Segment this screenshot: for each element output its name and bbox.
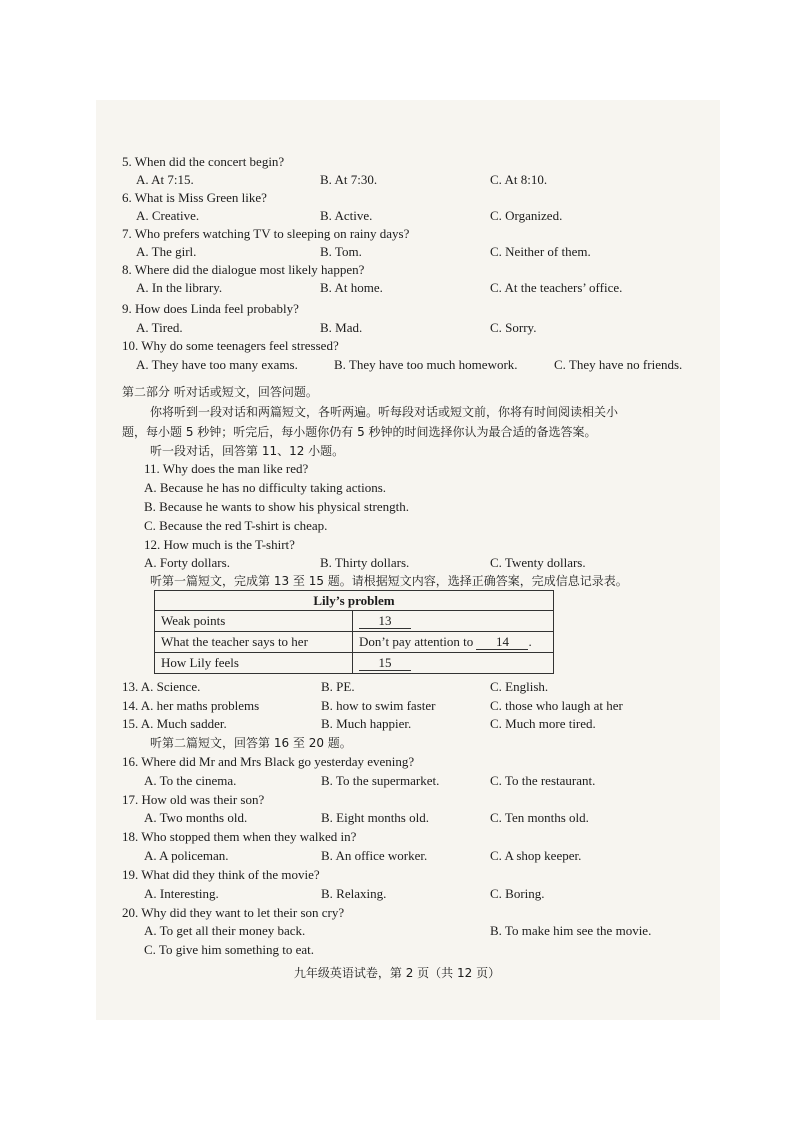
- page-footer: 九年级英语试卷，第 2 页（共 12 页）: [293, 966, 501, 980]
- part-2-heading: 第二部分 听对话或短文，回答问题。: [122, 385, 318, 399]
- question-18-options: [144, 848, 704, 864]
- option-b: B. To the supermarket.: [321, 773, 440, 788]
- option-a: A. Because he has no difficulty taking actions.: [144, 480, 387, 495]
- option-c: C. Neither of them.: [490, 244, 591, 259]
- option-a: A. A policeman.: [144, 848, 229, 863]
- option-b: B. Mad.: [320, 320, 363, 335]
- option-c: C. Sorry.: [490, 320, 537, 335]
- option-b: B. To make him see the movie.: [490, 923, 652, 938]
- option-b: B. Active.: [320, 208, 373, 223]
- table-title: Lily’s problem: [155, 591, 554, 611]
- option-c: C. Twenty dollars.: [490, 555, 586, 570]
- question-text: 6. What is Miss Green like?: [122, 190, 267, 205]
- option-b: B. Because he wants to show his physical strength.: [144, 499, 410, 514]
- instruction-line-2: 题，每小题 5 秒钟；听完后，每小题你仍有 5 秒钟的时间选择你认为最合适的备选答案。: [122, 425, 597, 439]
- option-b: B. They have too much homework.: [334, 357, 518, 372]
- option-c: C. At 8:10.: [490, 172, 548, 187]
- option-b: B. how to swim faster: [321, 698, 436, 713]
- option-c: C. Boring.: [490, 886, 545, 901]
- question-with-option-a: 15. A. Much sadder.: [122, 716, 227, 731]
- option-c: C. those who laugh at her: [490, 698, 623, 713]
- question-with-option-a: 13. A. Science.: [122, 679, 201, 694]
- question-17-options: [144, 810, 704, 826]
- row-label: Weak points: [155, 611, 353, 632]
- option-c: C. A shop keeper.: [490, 848, 582, 863]
- value-prefix: Don’t pay attention to: [359, 634, 477, 649]
- question-6-options: [136, 208, 736, 224]
- question-text: 5. When did the concert begin?: [122, 154, 285, 169]
- question-text: 17. How old was their son?: [122, 792, 265, 807]
- answer-blank-15[interactable]: 15: [359, 656, 411, 671]
- table-row: [155, 653, 554, 674]
- question-19-options: [144, 886, 704, 902]
- option-a: A. To the cinema.: [144, 773, 237, 788]
- dialogue-intro: 听一段对话，回答第 11、12 小题。: [150, 444, 345, 458]
- row-value: [353, 611, 554, 632]
- option-c: C. They have no friends.: [554, 357, 683, 372]
- question-12-options: [144, 555, 704, 571]
- row-value: [353, 632, 554, 653]
- question-15: [122, 716, 722, 732]
- option-a: A. The girl.: [136, 244, 197, 259]
- instruction-line-1: 你将听到一段对话和两篇短文，各听两遍。听每段对话或短文前，你将有时间阅读相关小: [150, 405, 619, 419]
- option-b: B. Much happier.: [321, 716, 412, 731]
- option-a: A. They have too many exams.: [136, 357, 298, 372]
- option-a: A. Interesting.: [144, 886, 219, 901]
- option-b: B. Eight months old.: [321, 810, 429, 825]
- question-text: 11. Why does the man like red?: [144, 461, 309, 476]
- row-label: How Lily feels: [155, 653, 353, 674]
- answer-blank-13[interactable]: 13: [359, 614, 411, 629]
- passage-1-intro: 听第一篇短文，完成第 13 至 15 题。请根据短文内容，选择正确答案，完成信息记录表。: [150, 574, 628, 588]
- question-text: 10. Why do some teenagers feel stressed?: [122, 338, 339, 353]
- answer-blank-14[interactable]: 14: [476, 635, 528, 650]
- lily-problem-table: [154, 590, 554, 674]
- option-b: B. PE.: [321, 679, 355, 694]
- option-c: C. Because the red T-shirt is cheap.: [144, 518, 328, 533]
- row-label: What the teacher says to her: [155, 632, 353, 653]
- option-a: A. Creative.: [136, 208, 200, 223]
- question-text: 16. Where did Mr and Mrs Black go yesterday evening?: [122, 754, 415, 769]
- option-b: B. Relaxing.: [321, 886, 387, 901]
- option-b: B. Thirty dollars.: [320, 555, 410, 570]
- option-c: C. To the restaurant.: [490, 773, 596, 788]
- option-c: C. Much more tired.: [490, 716, 596, 731]
- option-b: B. Tom.: [320, 244, 362, 259]
- question-14: [122, 698, 722, 714]
- question-16-options: [144, 773, 704, 789]
- question-5-options: [136, 172, 736, 188]
- passage-2-intro: 听第二篇短文，回答第 16 至 20 题。: [150, 736, 352, 750]
- question-20-options-row-1: [144, 923, 704, 939]
- option-a: A. Forty dollars.: [144, 555, 230, 570]
- option-c: C. Ten months old.: [490, 810, 589, 825]
- option-a: A. Two months old.: [144, 810, 248, 825]
- question-8-options: [136, 280, 736, 296]
- question-with-option-a: 14. A. her maths problems: [122, 698, 260, 713]
- value-suffix: .: [528, 634, 532, 649]
- question-9-options: [136, 320, 736, 336]
- question-10-options: [136, 357, 736, 373]
- option-a: A. At 7:15.: [136, 172, 194, 187]
- option-c: C. English.: [490, 679, 549, 694]
- question-13: [122, 679, 722, 695]
- table-row: [155, 611, 554, 632]
- question-text: 20. Why did they want to let their son cry?: [122, 905, 345, 920]
- option-a: A. In the library.: [136, 280, 223, 295]
- option-c: C. Organized.: [490, 208, 563, 223]
- option-c: C. To give him something to eat.: [144, 942, 315, 957]
- table-header-row: [155, 591, 554, 611]
- option-c: C. At the teachers’ office.: [490, 280, 623, 295]
- option-a: A. Tired.: [136, 320, 183, 335]
- question-text: 8. Where did the dialogue most likely happen?: [122, 262, 365, 277]
- option-a: A. To get all their money back.: [144, 923, 306, 938]
- table-row: [155, 632, 554, 653]
- option-b: B. An office worker.: [321, 848, 428, 863]
- option-b: B. At home.: [320, 280, 383, 295]
- question-text: 12. How much is the T-shirt?: [144, 537, 295, 552]
- row-value: [353, 653, 554, 674]
- question-text: 9. How does Linda feel probably?: [122, 301, 299, 316]
- question-text: 19. What did they think of the movie?: [122, 867, 320, 882]
- question-text: 18. Who stopped them when they walked in?: [122, 829, 357, 844]
- option-b: B. At 7:30.: [320, 172, 378, 187]
- question-7-options: [136, 244, 736, 260]
- question-text: 7. Who prefers watching TV to sleeping on rainy days?: [122, 226, 410, 241]
